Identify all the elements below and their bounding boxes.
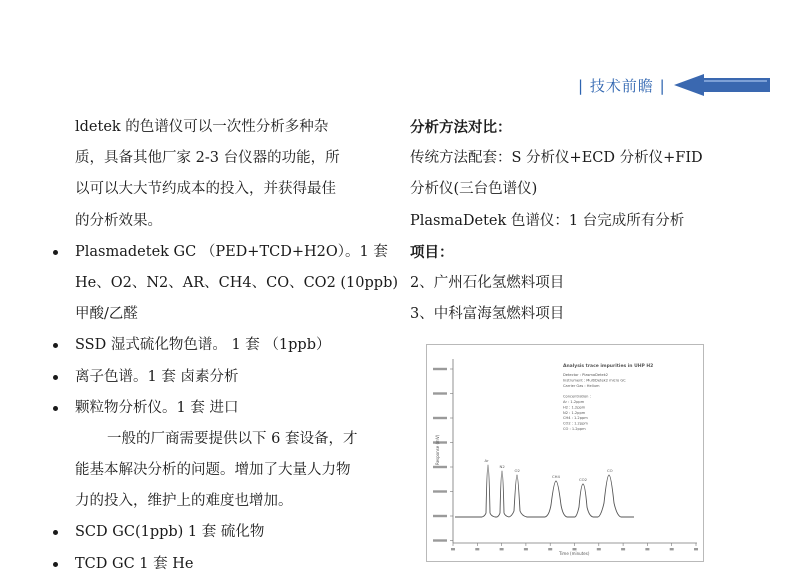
right-column	[410, 112, 755, 330]
peak-label-co2: CO2	[579, 477, 588, 482]
y-tick-label	[433, 539, 447, 541]
figure-info-line: Concentration :	[563, 394, 591, 399]
y-tick-label	[433, 368, 447, 370]
bullet-item	[48, 549, 393, 580]
comparison-line: 传统方法配套：S 分析仪+ECD 分析仪+FID	[410, 150, 703, 167]
figure-info-line: N2 : 1.2ppm	[563, 410, 586, 415]
paragraph-line: 质，具备其他厂家 2-3 台仪器的功能，所	[75, 150, 340, 167]
figure-title: Analysis trace impurities in UHP H2	[563, 364, 654, 369]
x-tick-label	[645, 548, 649, 550]
peak-label-o2: O2	[514, 468, 520, 473]
page-header	[578, 74, 770, 96]
project-item: 3、中科富海氢燃料项目	[410, 306, 565, 323]
bullet-icon	[48, 393, 75, 424]
x-tick-label	[670, 548, 674, 550]
bullet-text: 离子色谱。1 套 卤素分析	[75, 368, 239, 385]
paragraph-line: 的分析效果。	[75, 212, 162, 229]
bullet-item	[48, 237, 393, 268]
y-axis-label: Response (mV)	[435, 434, 440, 465]
bullet-text: SSD 湿式硫化物色谱。 1 套 （1ppb）	[75, 337, 331, 354]
bullet-icon	[48, 362, 75, 393]
x-axis-label: Time (minutes)	[559, 551, 590, 556]
bullet-item	[48, 393, 393, 424]
paragraph-line: 力的投入，维护上的难度也增加。	[75, 493, 293, 510]
figure-info-line: CO2 : 1.2ppm	[563, 421, 588, 426]
peak-label-ch4: CH4	[552, 474, 560, 479]
section-tag: | 技术前瞻 |	[578, 76, 666, 95]
y-tick-label	[433, 515, 447, 517]
comparison-line: 分析仪(三台色谱仪)	[410, 181, 538, 198]
project-item: 2、广州石化氢燃料项目	[410, 274, 565, 291]
x-tick-label	[597, 548, 601, 550]
figure-info-line: Instrument : MultiDetek2 micro GC	[563, 378, 626, 383]
y-tick-label	[433, 417, 447, 419]
bullet-icon	[48, 549, 75, 580]
bullet-item	[48, 517, 393, 548]
peak-label-n2: N2	[499, 464, 505, 469]
x-tick-label	[475, 548, 479, 550]
figure-info-line: H2 : 1.2ppm	[563, 405, 586, 410]
arrow-left-icon	[674, 74, 770, 96]
x-tick-label	[524, 548, 528, 550]
x-tick-label	[694, 548, 698, 550]
bullet-continuation: He、O2、N2、AR、CH4、CO、CO2 (10ppb)	[75, 274, 399, 291]
comparison-line: PlasmaDetek 色谱仪：1 台完成所有分析	[410, 212, 685, 229]
bullet-text: TCD GC 1 套 He	[75, 555, 194, 572]
chromatogram-chart	[427, 345, 703, 561]
bullet-icon	[48, 517, 75, 548]
x-tick-label	[500, 548, 504, 550]
y-tick-label	[433, 490, 447, 492]
y-tick-label	[433, 392, 447, 394]
x-tick-label	[621, 548, 625, 550]
figure-info-line: Carrier Gas : Helium	[563, 383, 600, 388]
project-heading: 项目：	[410, 243, 454, 261]
left-column	[48, 112, 399, 580]
figure-info-line: CH4 : 1.2ppm	[563, 416, 588, 421]
chromatogram-figure	[426, 344, 704, 562]
bullet-text: Plasmadetek GC （PED+TCD+H2O）。1 套	[75, 243, 388, 260]
figure-info-line: CO : 1.2ppm	[563, 427, 586, 431]
paragraph-line: 能基本解决分析的问题。增加了大量人力物	[75, 462, 351, 479]
bullet-icon	[48, 237, 75, 268]
figure-info-line: Detector : PlasmaDetek2	[563, 373, 609, 377]
paragraph-line: ldetek 的色谱仪可以一次性分析多种杂	[75, 119, 329, 135]
x-tick-label	[451, 548, 455, 550]
bullet-item	[48, 362, 393, 393]
figure-info	[563, 373, 626, 431]
bullet-continuation: 甲酸/乙醛	[75, 306, 138, 323]
paragraph-line: 一般的厂商需要提供以下 6 套设备，才	[107, 430, 358, 447]
peak-label-ar: Ar	[484, 458, 489, 463]
bullet-item	[48, 330, 393, 361]
bullet-text: SCD GC(1ppb) 1 套 硫化物	[75, 524, 265, 541]
paragraph-line: 以可以大大节约成本的投入，并获得最佳	[75, 181, 336, 198]
bullet-icon	[48, 330, 75, 361]
peak-label-co: CO	[607, 468, 613, 473]
bullet-text: 颗粒物分析仪。1 套 进口	[75, 399, 239, 416]
x-ticks	[451, 543, 698, 550]
x-tick-label	[548, 548, 552, 550]
figure-info-line: Ar : 1.2ppm	[563, 400, 585, 404]
comparison-heading: 分析方法对比：	[410, 119, 512, 136]
y-tick-label	[433, 466, 447, 468]
